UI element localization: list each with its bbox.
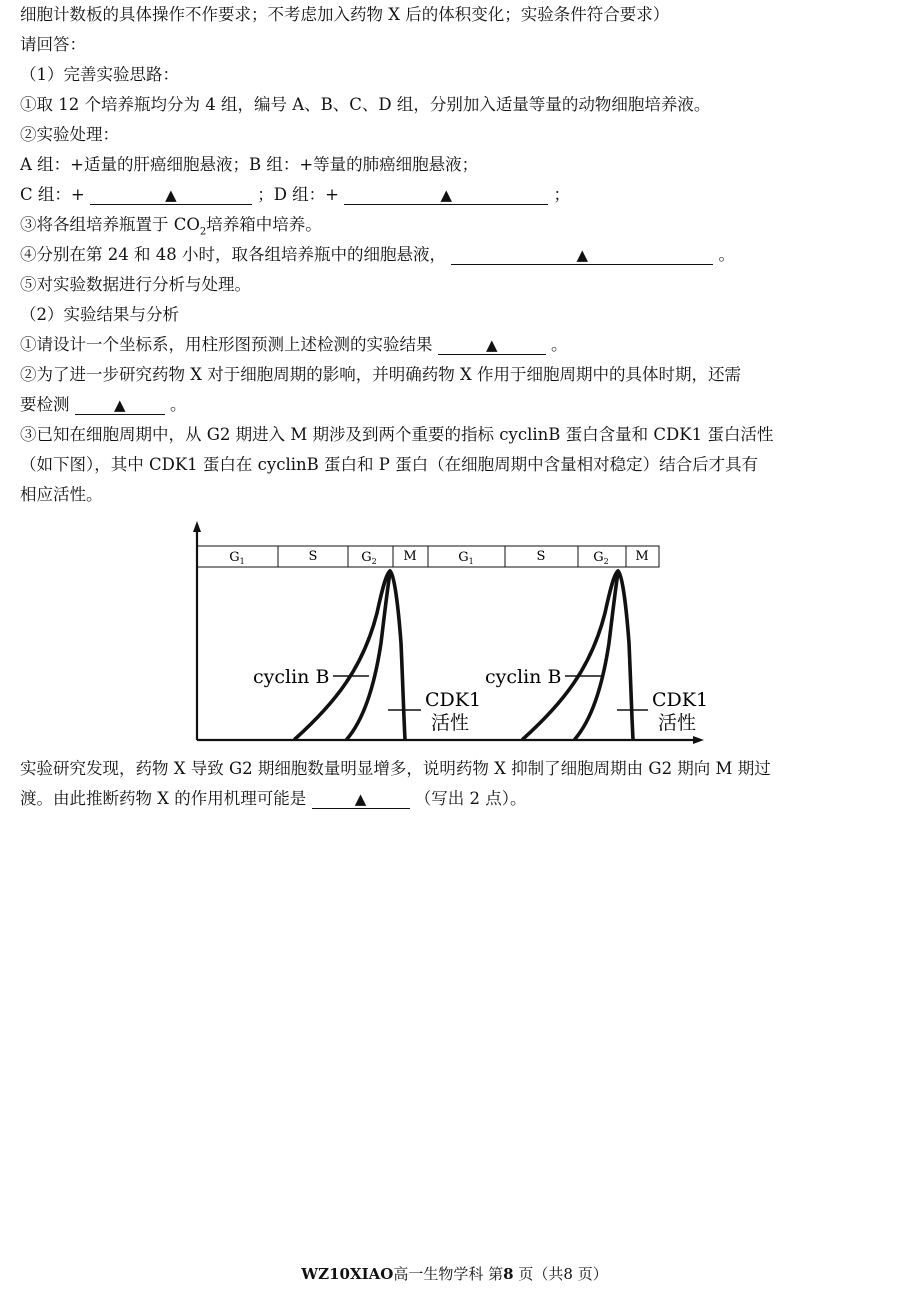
triangle-marker-icon: ▲: [576, 246, 588, 264]
cell-cycle-diagram: [185, 518, 725, 746]
answer-blank-mechanism[interactable]: [312, 790, 410, 809]
page-suffix: 页）: [577, 1265, 608, 1283]
page-footer: [0, 1264, 909, 1284]
cell-cycle-figure: [185, 518, 725, 746]
co2-text: ③将各组培养瓶置于 CO: [20, 215, 200, 234]
text-line-3: （1）完善实验思路：: [20, 65, 179, 84]
text-line-1: 细胞计数板的具体操作不作要求；不考虑加入药物 X 后的体积变化；实验条件符合要求）: [20, 5, 670, 24]
triangle-marker-icon: ▲: [485, 336, 498, 354]
subject-name: 高一生物学科: [393, 1265, 484, 1283]
answer-blank-chart[interactable]: [438, 336, 546, 355]
text-line-6: A 组：+适量的肝癌细胞悬液；B 组：+等量的肺癌细胞悬液；: [20, 155, 479, 174]
phase-s-label-2: S: [536, 549, 546, 564]
write-two-points-text: （写出 2 点）。: [414, 789, 527, 808]
text-line-13: ②为了进一步研究药物 X 对于细胞周期的影响，并明确药物 X 作用于细胞周期中的具体时期，还需: [20, 365, 741, 384]
text-line-4: ①取 12 个培养瓶均分为 4 组，编号 A、B、C、D 组，分别加入适量等量的动物细胞培养液。: [20, 95, 711, 114]
detect-text: 要检测: [20, 395, 70, 414]
activity-label-1: 活性: [431, 712, 470, 734]
cyclin-b-label-1: cyclin B: [253, 666, 330, 688]
period: 。: [170, 395, 187, 414]
semicolon: ；: [553, 185, 571, 204]
text-line-9: [20, 244, 893, 266]
phase-g2-label: $G_2$: [361, 550, 377, 566]
period: 。: [718, 245, 735, 264]
answer-blank-c[interactable]: [90, 186, 252, 205]
cdk1-label-2: CDK1: [652, 689, 709, 711]
triangle-marker-icon: ▲: [354, 790, 367, 808]
text-line-5: ②实验处理：: [20, 125, 119, 144]
triangle-marker-icon: ▲: [165, 186, 177, 204]
group-d-label: ；D 组：+: [257, 185, 340, 204]
answer-blank-detect[interactable]: [451, 246, 713, 265]
page-number: 8: [503, 1265, 514, 1283]
text-line-7: [20, 184, 893, 206]
answer-blank-cycle[interactable]: [75, 396, 165, 415]
sampling-text: ④分别在第 24 和 48 小时，取各组培养瓶中的细胞悬液，: [20, 245, 446, 264]
period: 。: [551, 335, 568, 354]
triangle-marker-icon: ▲: [113, 396, 126, 414]
activity-label-2: 活性: [658, 712, 697, 734]
triangle-marker-icon: ▲: [440, 186, 453, 204]
cdk1-curve-2: [575, 573, 618, 739]
text-line-15: ③已知在细胞周期中，从 G2 期进入 M 期涉及到两个重要的指标 cyclinB 蛋白含量和 CDK1 蛋白活性: [20, 425, 774, 444]
answer-blank-d[interactable]: [344, 186, 548, 205]
text-line-16: （如下图），其中 CDK1 蛋白在 cyclinB 蛋白和 P 蛋白（在细胞周期中含量相对稳定）结合后才具有: [20, 455, 759, 474]
total-pages: 8: [563, 1265, 573, 1283]
cyclin-b-label-2: cyclin B: [485, 666, 562, 688]
text-line-12: [20, 334, 893, 356]
incubator-text: 培养箱中培养。: [206, 215, 322, 234]
group-c-label: C 组：+: [20, 185, 90, 204]
phase-g2-label-2: $G_2$: [593, 550, 609, 566]
phase-m-label: M: [403, 549, 417, 564]
cdk1-curve-1: [347, 573, 390, 739]
text-line-8: [20, 214, 893, 236]
co2-subscript: 2: [199, 226, 207, 238]
text-line-18: 实验研究发现，药物 X 导致 G2 期细胞数量明显增多，说明药物 X 抑制了细胞周期由 G2 期向 M 期过: [20, 759, 771, 778]
text-line-2: 请回答：: [20, 35, 86, 54]
x-axis-arrow-icon: [693, 736, 704, 744]
text-line-19: [20, 788, 893, 810]
text-line-10: ⑤对实验数据进行分析与处理。: [20, 275, 251, 294]
page-prefix: 第: [488, 1265, 504, 1283]
chart-design-text: ①请设计一个坐标系，用柱形图预测上述检测的实验结果: [20, 335, 433, 354]
text-line-14: [20, 394, 893, 416]
phase-m-label-2: M: [635, 549, 649, 564]
text-line-17: 相应活性。: [20, 485, 103, 504]
y-axis-arrow-icon: [193, 521, 201, 532]
phase-s-label: S: [308, 549, 318, 564]
page-mid: 页（共: [518, 1265, 564, 1283]
exam-code: WZ10XIAO: [301, 1265, 394, 1283]
mechanism-text: 渡。由此推断药物 X 的作用机理可能是: [20, 789, 307, 808]
phase-g1-label-2: $G_1$: [458, 550, 474, 566]
text-line-11: （2）实验结果与分析: [20, 305, 179, 324]
cdk1-label-1: CDK1: [425, 689, 482, 711]
phase-g1-label: $G_1$: [229, 550, 245, 566]
